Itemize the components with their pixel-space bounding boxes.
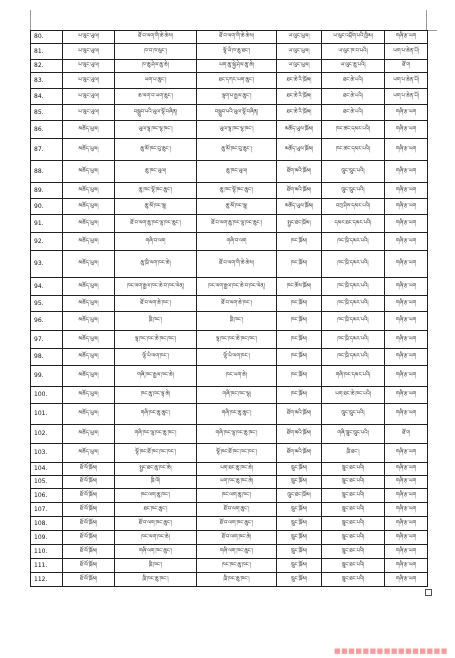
table-row (31, 31, 428, 44)
row-number-cell: 87. (31, 139, 63, 161)
table-cell: ཁང་ཁྲོམ། (277, 331, 322, 349)
table-cell: ལྷོ་ཡི་ཁ་ཆུ་ཐང་། (197, 44, 277, 60)
table-cell: ཐོ་བ་ལག་གི་ཆེ་ཆེས། (197, 251, 277, 278)
table-cell: མཆོད་ཡུལ་ཁྲོམ། (277, 121, 322, 139)
table-cell: མཆོད་ཡུལ། (63, 199, 115, 215)
row-number-cell: 101. (31, 404, 63, 425)
table-cell: ཐོ་བ་ལག་ཁང་ཆུང་། (115, 517, 197, 531)
table-cell: ཁང་ལག་ཆུ་ཁང་། (115, 489, 197, 503)
table-cell: ཁྲུང་ཁྲུང་པའི། (322, 183, 385, 199)
table-cell: ཁྲུང་ཐང་པའི། (322, 531, 385, 545)
table-cell: ཡག་ཐང་ཆེ་ཁང་པའི། (322, 387, 385, 404)
table-cell: ཁྲུང་ཁྲོམ། (277, 545, 322, 559)
table-row (31, 366, 428, 387)
table-cell: ཁྲུང་ཁྲུང་པའི། (322, 404, 385, 425)
table-cell: བསྒྲུབ་པའི་ཡུལ་ལྷོ་བཞིན། (197, 105, 277, 121)
table-end-mark (425, 589, 432, 596)
table-cell: མཆོད་ཡུལ། (63, 278, 115, 296)
table-cell: ཁང་ཁྲོམ། (277, 233, 322, 251)
table-row (31, 404, 428, 425)
table-cell: ཁང་ཡག་ཆེ། (197, 366, 277, 387)
table-cell: གཞི་རྩ་ཡག (385, 463, 428, 476)
table-cell: ཡ་ལུང་ཡུལ། (277, 60, 322, 73)
table-row (31, 517, 428, 531)
table-row (31, 476, 428, 489)
table-cell: ཆུ་མོ་ཁང་ལྷ། (115, 199, 197, 215)
table-cell: ཁང་ཁྲི་དམར་པའི། (322, 331, 385, 349)
table-cell: གཞི་རྩ་ཡག (385, 404, 428, 425)
table-cell: གཞི་རྩ་ཡག (385, 161, 428, 183)
table-cell: ཐང་ཆེ་པའི། (322, 105, 385, 121)
table-cell: ཡག་ཐང་ཆུ་ཁང་ཆེ། (197, 463, 277, 476)
table-cell: ཡ་ལུང་ཡུལ། (63, 73, 115, 89)
row-number-cell: 108. (31, 517, 63, 531)
row-number-cell: 112. (31, 573, 63, 587)
table-cell: ལྷོ་ཁང་ཐོ་ཁང་ཁང་ཁང་། (197, 444, 277, 463)
table-cell: ཆུ་ཁང་ལྷོ་ཁང་ཆུང་། (115, 183, 197, 199)
table-cell: གཞི་ཁང་ལྷ་ཁང་ཆུ་ཁང་། (197, 425, 277, 444)
page-corner-mark-left (30, 10, 31, 30)
table-cell: ཁང་ལག་རྒྱལ་ཁང་ཆེ་བ་ཁང་ལེན། (115, 278, 197, 296)
table-cell: ཁྲི་ཁང་། (197, 312, 277, 331)
table-cell: ཁང་ཚང་དམར་པའི། (322, 121, 385, 139)
row-number-cell: 97. (31, 331, 63, 349)
table-cell: ཡག་པ་ཆེན་པོ། (385, 89, 428, 105)
table-cell: ཁང་ལག་ཁང་ཆེ། (115, 531, 197, 545)
table-cell: ཁང་ཁྲི་དམར་པའི། (322, 296, 385, 312)
table-row (31, 73, 428, 89)
table-cell: གཞི་རྩ་ཡག (385, 366, 428, 387)
table-cell: གཞི་ཁང་ཆུ་ཆུང་། (197, 404, 277, 425)
table-cell: ཁང་ཁྲོམ། (277, 312, 322, 331)
table-row (31, 387, 428, 404)
row-number-cell: 106. (31, 489, 63, 503)
table-cell: ཁྲི་ཁང་ཆུ་ཁང་། (197, 573, 277, 587)
table-row (31, 463, 428, 476)
page-corner-mark-right (426, 10, 427, 30)
table-row (31, 183, 428, 199)
table-row (31, 531, 428, 545)
table-row (31, 559, 428, 573)
row-number-cell: 88. (31, 161, 63, 183)
table-cell: གཞི་རྩ་ཡག (385, 517, 428, 531)
table-cell: ཆུ་ཁང་ཡུལ། (197, 161, 277, 183)
table-cell: ཁ་བ་ཁ་ལུང་། (115, 44, 197, 60)
table-cell: གཞི་རྩ་ཡག (385, 503, 428, 517)
table-cell: ཐོ་བ་ལག་ཆུ་ཁང་ལྷ་ཁང་ཆུང་། (115, 215, 197, 233)
table-cell: ཐང་ཁང་ཆུང་། (115, 503, 197, 517)
table-cell: ཐོག་མའི་ཁྲོམ། (277, 183, 322, 199)
table-cell: ཁྲུང་ཐང་པའི། (322, 476, 385, 489)
table-cell: གཞི་རྩ་ཡག (385, 251, 428, 278)
table-cell: ཁང་ཁྲི་དམར་པའི། (322, 251, 385, 278)
table-cell: ཁྲུང་ཁྲོམ། (277, 531, 322, 545)
table-cell: ཐོ་བ་ལག་ཆེ་ཁང་། (197, 296, 277, 312)
table-cell: སྤྱང་ཐང་ཆུ་ཁང་ཆེ། (115, 463, 197, 476)
table-cell: ཐང་དཀར་ཡག་ཆུང་། (197, 73, 277, 89)
table-row (31, 199, 428, 215)
table-cell: ཆུ་མོ་ཁང་བུ་ཆུང་། (197, 139, 277, 161)
table-cell: ཁྲུང་ཁྲོམ། (277, 573, 322, 587)
table-cell: ལྷག་པ་རྒྱལ་ཆུང་། (197, 89, 277, 105)
row-number-cell: 83. (31, 73, 63, 89)
table-cell: གཞི་རྩ་ཡག (385, 387, 428, 404)
table-cell: གཞི་ཁང་ལྷ་ཁང་ཆུ་ཁང་། (115, 425, 197, 444)
table-cell: ཁྲི་ཁང་། (115, 312, 197, 331)
table-cell: མཆོད་ཡུལ། (63, 387, 115, 404)
table-cell: ཐོག་མའི་ཁྲོམ། (277, 161, 322, 183)
table-cell: གཞི་བ་ལག (115, 233, 197, 251)
table-cell: གཞི་རྩ་ཡག (385, 296, 428, 312)
table-cell: ཁང་ཁྲི་དམར་པའི། (322, 349, 385, 366)
table-cell: ཡ་ལུང་ཡུལ། (63, 89, 115, 105)
footer-watermark: ■■■■■■■■■■■■■■■■ (334, 647, 448, 655)
table-cell: མཆོད་ཡུལ་ཁྲོམ། (277, 139, 322, 161)
table-cell: གཞི་རྩ་ཡག (385, 476, 428, 489)
table-cell: ཁང་ལག་ཆུ་ཁང་། (197, 489, 277, 503)
table-cell: ཁྲུང་ཁྲུང་པའི། (322, 161, 385, 183)
table-cell: ཡག་ཆུ་སྐྱེ་ཤེལ་ཆུ་ཆེ། (197, 60, 277, 73)
row-number-cell: 110. (31, 545, 63, 559)
table-row (31, 545, 428, 559)
table-cell: ཡ་ལུང་ཡུལ། (63, 60, 115, 73)
table-cell: ཡ་ལུང་ཡུལ། (63, 44, 115, 60)
table-cell: ཁྲུང་ཐང་པའི། (322, 463, 385, 476)
table-row (31, 161, 428, 183)
table-cell: ཁང་ཁྲི་དམར་པའི། (322, 233, 385, 251)
table-cell: ཁང་ཁྲོམ། (277, 387, 322, 404)
table-cell: ཁང་ཁྲི་དམར་པའི། (322, 312, 385, 331)
table-row (31, 312, 428, 331)
table-cell: ཁྲུང་ཐང་ཁྲོམ། (277, 489, 322, 503)
table-cell: ཁང་ཁྲོམ། (277, 251, 322, 278)
table-cell: ཐོ་བ་ལག་གི་ཆེ་ཆེས། (115, 31, 197, 44)
table-row (31, 89, 428, 105)
table-cell: མཆོད་ཡུལ། (63, 444, 115, 463)
table-cell: གཞི་རྩ་ཡག (385, 233, 428, 251)
table-cell: གཞི་བ་ལག (197, 233, 277, 251)
table-cell: མཆོད་ཡུལ། (63, 366, 115, 387)
table-cell: ཐོ་བ་ལག་ཆུང་། (197, 503, 277, 517)
table-cell: སྤྱང་ཐང་ཁྲོམ། (277, 215, 322, 233)
table-cell: ཁྲུང་ཁྲོམ། (277, 463, 322, 476)
table-cell: ཁྲུང་ཁྲོམ། (277, 517, 322, 531)
table-cell: ཐང་ཆེ་རི་ཁྲོམ། (277, 73, 322, 89)
table-cell: ལྷོ་ཁང་ཐོ་ཁང་ཁང་ཁང་། (115, 444, 197, 463)
table-cell: ཁང་ཁྲི་དམར་པའི། (322, 278, 385, 296)
table-cell: གཞི་རྩ་ཡག (385, 278, 428, 296)
table-row (31, 573, 428, 587)
table-cell: ཐང་ཆེ་རི་ཁྲོམ། (277, 89, 322, 105)
table-cell: ཐོ་བ་ལག་ཁང་ཆུང་། (197, 517, 277, 531)
table-cell: ཐང་ཆེ་པའི། (322, 89, 385, 105)
row-number-cell: 100. (31, 387, 63, 404)
table-cell: ཡུལ་ལྷ་ཁང་ལྷ་ཁང་། (115, 121, 197, 139)
table-cell: ཐང་ཆེ་པའི། (322, 73, 385, 89)
table-cell: མཆོད་ཡུལ། (63, 251, 115, 278)
table-cell: ཡ་ལུང་ཁ་བ་པའི། (322, 44, 385, 60)
table-row (31, 278, 428, 296)
table-cell: ཆུ་ཁང་ལྷོ་ཁང་ཆུང་། (197, 183, 277, 199)
table-cell: མཆོད་ཡུལ། (63, 121, 115, 139)
table-cell: གཞི་རྩ་ཡག (385, 121, 428, 139)
table-row (31, 489, 428, 503)
table-cell: གཞི་རྩ་ཡག (385, 183, 428, 199)
table-cell: ཡག་པ་ཆེན་པོ། (385, 73, 428, 89)
row-number-cell: 96. (31, 312, 63, 331)
row-number-cell: 107. (31, 503, 63, 517)
row-number-cell: 89. (31, 183, 63, 199)
table-cell: ཁྲུང་ཁྲོམ། (277, 476, 322, 489)
row-number-cell: 111. (31, 559, 63, 573)
table-cell: ལྷ་ཁང་ཁང་ཆེ་ཁང་ཁང་། (197, 331, 277, 349)
table-cell: ཡ་ལུང་ཡུལ། (277, 44, 322, 60)
table-cell: མཆོད་ཡུལ། (63, 183, 115, 199)
table-cell: མཆོད་ཡུལ། (63, 312, 115, 331)
table-cell: གཞི་རྩ་ཡག (385, 489, 428, 503)
table-cell: བསྒྲུབ་པའི་ཡུལ་ལྷོ་བཞིན། (115, 105, 197, 121)
table-cell: ཆུ་ཁྲི་ལག་ཁང་ཆེ། (115, 251, 197, 278)
table-row (31, 296, 428, 312)
table-cell: གཞི་རྩ་ཡག (385, 349, 428, 366)
table-cell: ཁྲི་ཁང་། (115, 559, 197, 573)
table-cell: ཁང་ཁྲོམ། (277, 296, 322, 312)
table-cell: མཆོད་ཡུལ། (63, 139, 115, 161)
table-cell: གཞི་རྩ་ཡག (385, 444, 428, 463)
row-number-cell: 85. (31, 105, 63, 121)
table-row (31, 444, 428, 463)
table-cell: ཐོ་བ་ལག་ཆུ་ཁང་ལྷ་ཁང་ཆུང་། (197, 215, 277, 233)
table-cell: ཁྲུང་ཐང་པའི། (322, 489, 385, 503)
table-cell: གཞི་ཁང་ཁང་ལྷ། (197, 387, 277, 404)
table-cell: ཐོ་ལོ་ཁྲོམ། (63, 517, 115, 531)
row-number-cell: 103. (31, 444, 63, 463)
table-cell: གཞི་རྩ་ཡག (385, 139, 428, 161)
table-cell: ཐོ་ལོ་ཁྲོམ། (63, 503, 115, 517)
table-cell: ཐོག་མའི་ཁྲོམ། (277, 404, 322, 425)
table-cell: ཐོ་ལོ་ཁྲོམ། (63, 463, 115, 476)
table-cell: མཆོད་ཡུལ། (63, 233, 115, 251)
table-row (31, 60, 428, 73)
table-cell: གཞི་ལག་ཁང་ཆུང་། (197, 545, 277, 559)
table-cell: གཞི་རྩ་ཡག (385, 31, 428, 44)
table-cell: ཡ་ལུང་ཡུལ། (277, 31, 322, 44)
table-cell: གཞི་རྩ་ཡག (385, 105, 428, 121)
table-cell: ཁང་ཁང་ཆུ་ཁང་། (197, 559, 277, 573)
table-cell: གཞི་ཁང་རྒྱལ་ཁང་ཆེ། (115, 366, 197, 387)
row-number-cell: 92. (31, 233, 63, 251)
row-number-cell: 80. (31, 31, 63, 44)
table-cell: ལྷ་ཁང་ཁང་ཆེ་ཁང་ཁང་། (115, 331, 197, 349)
table-cell: ཁང་ཁྲོམ། (277, 366, 322, 387)
table-cell: མཆོད་ཡུལ། (63, 404, 115, 425)
table-cell: ཁྲུང་ཐང་པའི། (322, 545, 385, 559)
table-cell: མཆོད་ཡུལ། (63, 215, 115, 233)
table-cell: ཡ་ལུང་ཆུ་པའི། (322, 60, 385, 73)
table-cell: ཁང་ཚང་དམར་པའི། (322, 139, 385, 161)
table-cell: ཁྲུང་ཐང་པའི། (322, 517, 385, 531)
table-cell: གཞི་རྩ་ཡག (385, 559, 428, 573)
table-row (31, 139, 428, 161)
row-number-cell: 91. (31, 215, 63, 233)
row-number-cell: 93. (31, 251, 63, 278)
table-cell: ཐོག་མའི་ཁྲོམ། (277, 425, 322, 444)
table-cell: ཐོ་ལོ་ཁྲོམ། (63, 489, 115, 503)
table-cell: ཡ་ལུང་ཡུལ། (63, 31, 115, 44)
table-cell: ལྷོ་ཡི་ལག་ཁང་། (197, 349, 277, 366)
table-cell: ཁྲི་ཁང་ཆུ་ཁང་། (115, 573, 197, 587)
row-number-cell: 86. (31, 121, 63, 139)
row-number-cell: 95. (31, 296, 63, 312)
table-cell: ཐོ་ལོ་ཁྲོམ། (63, 531, 115, 545)
table-cell: ཆུ་མོ་ཁང་ལྷ། (197, 199, 277, 215)
table-cell: ཡག་པ་ཆུང་། (115, 73, 197, 89)
table-cell: ཡག་ཁང་ཆུ་ཁང་ཆེ། (197, 476, 277, 489)
table-cell: ཁང་ཆོས་ཁྲོམ། (277, 278, 322, 296)
table-row (31, 331, 428, 349)
table-cell: གཞི་རྩ་ཡག (385, 312, 428, 331)
table-row (31, 105, 428, 121)
table-cell: གཞི་རྩ་ཡག (385, 199, 428, 215)
table-cell: ཁྲུང་ཁྲོམ། (277, 559, 322, 573)
table-cell: ཐོག་མའི་ཁྲོམ། (277, 444, 322, 463)
table-cell: ཁྲུང་ཐང་པའི། (322, 573, 385, 587)
table-cell: གཞི་ཁང་ཆུ་ཆུང་། (115, 404, 197, 425)
table-cell: ཁང་ཁྲོམ། (277, 349, 322, 366)
row-number-cell: 102. (31, 425, 63, 444)
table-cell: ཁྲུང་ཐང་པའི། (322, 559, 385, 573)
table-cell: བཀྲ་ཤིས་དམར་པའི། (322, 199, 385, 215)
table-cell: ཡག་པ་ཆེན་པོ། (385, 44, 428, 60)
table-row (31, 215, 428, 233)
row-number-cell: 90. (31, 199, 63, 215)
row-number-cell: 81. (31, 44, 63, 60)
table-cell: ཐོ་ལོ་ཁྲོམ། (63, 476, 115, 489)
row-number-cell: 94. (31, 278, 63, 296)
table-cell: གཞི་ཁྲུང་ཁྲུང་པའི། (322, 425, 385, 444)
table-cell: ཁྲུང་ཐང་པའི། (322, 503, 385, 517)
page-corner-mark-right-h (427, 30, 437, 31)
table-cell: ཐོ་བ་ལག་ཆེ་ཁང་། (115, 296, 197, 312)
table-row (31, 503, 428, 517)
table-row (31, 233, 428, 251)
table-cell: ཐོ་ལོ་ཁྲོམ། (63, 559, 115, 573)
table-cell: མཆོད་ཡུལ། (63, 296, 115, 312)
table-cell: ཁ་ཆུ་ཤེལ་ཆུ་ཆེ། (115, 60, 197, 73)
table-cell: མཆོད་ཡུལ། (63, 161, 115, 183)
row-number-cell: 98. (31, 349, 63, 366)
row-number-cell: 109. (31, 531, 63, 545)
row-number-cell: 105. (31, 476, 63, 489)
table-cell: གཞི་རྩ་ཡག (385, 545, 428, 559)
row-number-cell: 99. (31, 366, 63, 387)
table-row (31, 425, 428, 444)
table-row (31, 121, 428, 139)
row-number-cell: 82. (31, 60, 63, 73)
table-cell: ཡ་ལུང་ཡུལ། (63, 105, 115, 121)
table-cell: ཁང་ལག་རྒྱལ་ཁང་ཆེ་བ་ཁང་ལེན། (197, 278, 277, 296)
table-cell: ལྷོ་ཡི་ལག་ཁང་། (115, 349, 197, 366)
table-cell: གཞི་རྩ་ཡག (385, 331, 428, 349)
table-cell: ཐོ་ག (385, 425, 428, 444)
table-row (31, 349, 428, 366)
table-row (31, 251, 428, 278)
data-table (30, 30, 428, 587)
table-cell: ཐང་ཆེ་རི་ཁྲོམ། (277, 105, 322, 121)
table-cell: གཞི་རྩ་ཡག (385, 573, 428, 587)
table-body (31, 31, 428, 587)
row-number-cell: 104. (31, 463, 63, 476)
table-cell: གཞི་རྩ་ཡག (385, 531, 428, 545)
table-cell: ཁྲུང་ཁྲོམ། (277, 503, 322, 517)
table-cell: ཆུ་མོ་ཁང་བུ་ཆུང་། (115, 139, 197, 161)
table-cell: མཆོད་ཡུལ། (63, 331, 115, 349)
table-cell: དམར་ཐང་དམར་པའི། (322, 215, 385, 233)
table-cell: ཐོ་ག (385, 60, 428, 73)
table-cell: གཞི་ཁང་དམར་པའི། (322, 366, 385, 387)
table-cell: ཆུ་ཁང་ཡུལ། (115, 161, 197, 183)
table-cell: གཞི་རྩ་ཡག (385, 215, 428, 233)
table-cell: མཆོད་ཡུལ། (63, 425, 115, 444)
table-cell: ཡུལ་ལྷ་ཁང་ལྷ་ཁང་། (197, 121, 277, 139)
table-cell: མཆོད་ཡུལ་ཁྲོམ། (277, 199, 322, 215)
table-cell: ཁང་ཆུ་ཁང་ལྷ་ཆེ། (115, 387, 197, 404)
table-cell: ཐོ་བ་ལག་ཁང་ཆེ། (197, 531, 277, 545)
table-row (31, 44, 428, 60)
table-cell: ཐོ་ལོ་ཁྲོམ། (63, 573, 115, 587)
table-cell: ཡ་ལུང་འབྲོག་པའི་ཁྱིམ། (322, 31, 385, 44)
table-cell: ཁྲི་ཐང་། (322, 444, 385, 463)
table-cell: ཐོ་བ་ལག་གི་ཆེ་ཆེས། (197, 31, 277, 44)
table-cell: ཐོ་ལོ་ཁྲོམ། (63, 545, 115, 559)
table-cell: གཞི་ལག་ཁང་ཆུང་། (115, 545, 197, 559)
table-cell: ཆ་ལག་བ་ཡག་ཆུང་། (115, 89, 197, 105)
table-cell: ཁྲི་ལོ། (115, 476, 197, 489)
table-cell: མཆོད་ཡུལ། (63, 349, 115, 366)
row-number-cell: 84. (31, 89, 63, 105)
